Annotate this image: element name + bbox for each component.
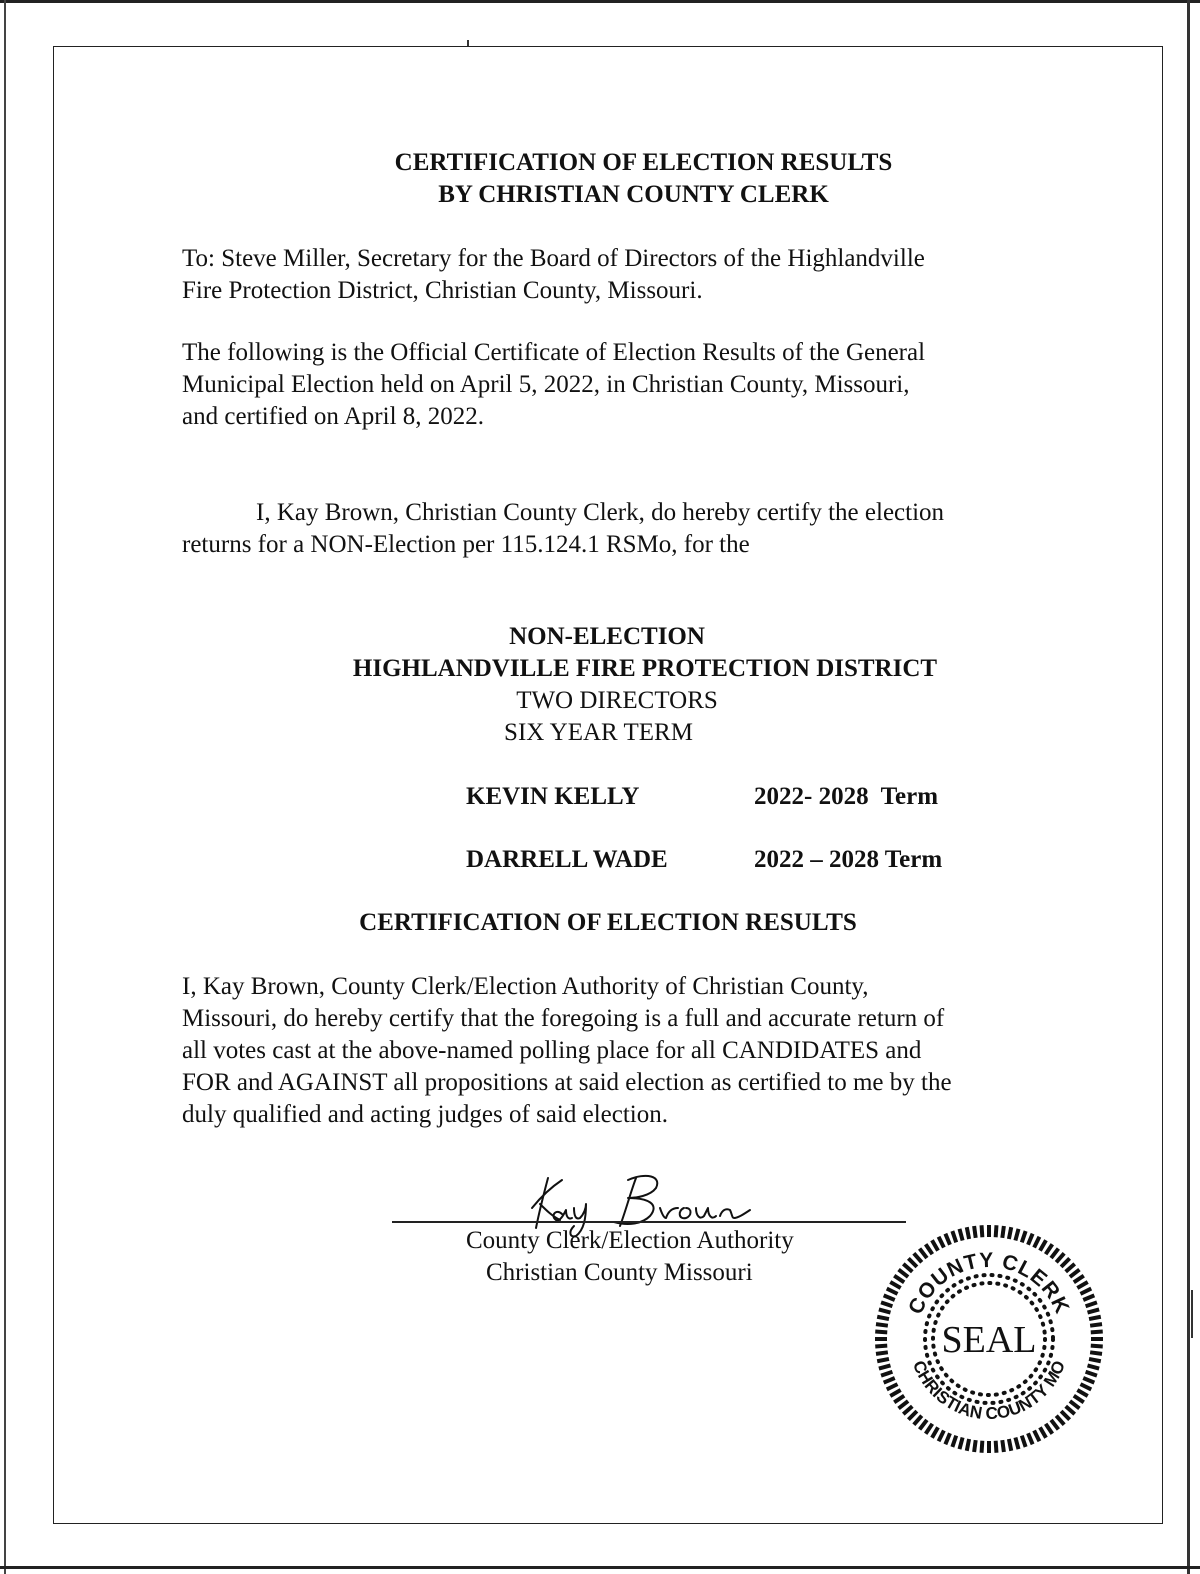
seal-tick — [1046, 1244, 1053, 1254]
intro-line2: Municipal Election held on April 5, 2022, in Christian County, Missouri, — [182, 371, 910, 398]
seal-tick — [1070, 1270, 1080, 1277]
seal-tick — [1086, 1302, 1097, 1306]
scan-edge-right — [1187, 0, 1190, 1574]
seal-tick — [908, 1411, 916, 1419]
seal-tick — [939, 1237, 944, 1248]
seal-tick — [1034, 1430, 1039, 1441]
seal-tick — [1002, 1440, 1004, 1452]
seal-tick — [1091, 1346, 1103, 1347]
seal-tick — [974, 1226, 976, 1238]
scan-edge-top — [0, 0, 1200, 3]
seal-tick — [1080, 1384, 1091, 1389]
seal-tick — [952, 1436, 956, 1447]
seal-tick — [1022, 1231, 1026, 1242]
scan-edge-left — [4, 0, 6, 1574]
seal-tick — [1086, 1372, 1097, 1376]
seal-tick — [1077, 1390, 1087, 1396]
seal-tick — [884, 1295, 895, 1300]
seal-tick — [1080, 1289, 1091, 1294]
county-clerk-seal — [872, 1222, 1106, 1456]
seal-tick — [1051, 1420, 1058, 1430]
seal-tick — [1028, 1234, 1033, 1245]
certification-body-line4: FOR and AGAINST all propositions at said election as certified to me by the — [182, 1069, 952, 1096]
seal-tick — [876, 1324, 888, 1326]
candidate-name: DARRELL WADE — [466, 846, 668, 873]
seal-tick — [996, 1225, 997, 1237]
seal-tick — [1088, 1365, 1100, 1368]
seal-tick — [926, 1424, 933, 1434]
seal-tick — [1040, 1427, 1046, 1437]
seal-tick — [967, 1227, 969, 1239]
seal-tick — [877, 1359, 889, 1361]
seal-tick — [894, 1396, 904, 1403]
seal-tick — [881, 1302, 892, 1306]
seal-tick — [887, 1384, 898, 1389]
seal-tick — [879, 1365, 891, 1368]
election-type: NON-ELECTION — [509, 623, 705, 650]
seal-tick — [1009, 1227, 1011, 1239]
addressee-line1: To: Steve Miller, Secretary for the Board of Directors of the Highlandville — [182, 245, 925, 272]
seal-tick — [1074, 1396, 1084, 1403]
certification-heading: CERTIFICATION OF ELECTION RESULTS — [359, 909, 857, 936]
seal-tick — [914, 1253, 922, 1262]
seal-tick — [1015, 1229, 1018, 1241]
seal-tick — [1077, 1282, 1087, 1288]
seal-tick — [881, 1372, 892, 1376]
scan-edge-bottom — [0, 1566, 1200, 1569]
seal-tick — [1022, 1436, 1026, 1447]
seal-tick — [890, 1282, 900, 1288]
seal-tick — [914, 1416, 922, 1425]
seal-tick — [982, 1225, 983, 1237]
intro-line3: and certified on April 8, 2022. — [182, 403, 485, 430]
candidate-term: 2022 – 2028 Term — [754, 846, 943, 873]
seal-tick — [982, 1441, 983, 1453]
seal-tick — [1070, 1401, 1080, 1408]
seal-tick — [1090, 1352, 1102, 1354]
document-title-line2: BY CHRISTIAN COUNTY CLERK — [438, 181, 829, 208]
seal-tick — [959, 1438, 962, 1450]
intro-line1: The following is the Official Certificate of Election Results of the General — [182, 339, 926, 366]
seal-tick — [877, 1317, 889, 1319]
certification-body-line5: duly qualified and acting judges of said election. — [182, 1101, 668, 1128]
seal-tick — [875, 1332, 887, 1333]
seal-tick — [1091, 1332, 1103, 1333]
seal-tick — [1056, 1416, 1064, 1425]
seal-tick — [945, 1433, 950, 1444]
seal-tick — [1028, 1433, 1033, 1444]
seal-tick — [952, 1231, 956, 1242]
seal-tick — [932, 1427, 938, 1437]
seal-tick — [1061, 1258, 1069, 1266]
seal-tick — [903, 1264, 912, 1272]
seal-tick — [1034, 1237, 1039, 1248]
seal-tick — [1009, 1439, 1011, 1451]
seal-tick — [959, 1229, 962, 1241]
seal-tick — [903, 1406, 912, 1414]
candidate-term: 2022- 2028 Term — [754, 783, 939, 810]
seal-tick — [1015, 1438, 1018, 1450]
seal-tick — [875, 1346, 887, 1347]
seal-tick — [932, 1240, 938, 1250]
seal-center-text: SEAL — [941, 1319, 1037, 1361]
seal-tick — [899, 1401, 909, 1408]
seal-tick — [899, 1270, 909, 1277]
seal-tick — [996, 1441, 997, 1453]
seal-tick — [920, 1249, 927, 1259]
signer-title: County Clerk/Election Authority — [466, 1227, 794, 1254]
office-count: TWO DIRECTORS — [516, 687, 718, 714]
seal-tick — [920, 1420, 927, 1430]
seal-tick — [974, 1440, 976, 1452]
seal-tick — [894, 1276, 904, 1283]
signer-jurisdiction: Christian County Missouri — [486, 1259, 753, 1286]
seal-tick — [1046, 1424, 1053, 1434]
candidate-name: KEVIN KELLY — [466, 783, 640, 810]
seal-tick — [967, 1439, 969, 1451]
seal-top-text: COUNTY CLERK — [904, 1248, 1074, 1318]
seal-tick — [1051, 1249, 1058, 1259]
seal-tick — [890, 1390, 900, 1396]
seal-tick — [884, 1378, 895, 1383]
seal-tick — [1083, 1378, 1094, 1383]
seal-tick — [939, 1430, 944, 1441]
seal-tick — [1074, 1276, 1084, 1283]
seal-bottom-text: CHRISTIAN COUNTY MO — [908, 1357, 1070, 1424]
seal-tick — [1083, 1295, 1094, 1300]
certification-body-line2: Missouri, do hereby certify that the foregoing is a full and accurate return of — [182, 1005, 945, 1032]
seal-tick — [1089, 1359, 1101, 1361]
seal-tick — [1089, 1317, 1101, 1319]
certification-body-line1: I, Kay Brown, County Clerk/Election Authority of Christian County, — [182, 973, 869, 1000]
document-title-line1: CERTIFICATION OF ELECTION RESULTS — [394, 149, 893, 176]
seal-tick — [887, 1289, 898, 1294]
seal-tick — [1066, 1264, 1075, 1272]
certification-body-line3: all votes cast at the above-named polling place for all CANDIDATES and — [182, 1037, 922, 1064]
seal-tick — [1056, 1253, 1064, 1262]
seal-tick — [1090, 1324, 1102, 1326]
seal-tick — [926, 1244, 933, 1254]
district-name: HIGHLANDVILLE FIRE PROTECTION DISTRICT — [352, 655, 938, 682]
seal-tick — [879, 1309, 891, 1312]
seal-tick — [876, 1352, 888, 1354]
seal-tick — [1061, 1411, 1069, 1419]
addressee-line2: Fire Protection District, Christian County, Missouri. — [182, 277, 703, 304]
seal-tick — [1066, 1406, 1075, 1414]
seal-tick — [908, 1258, 916, 1266]
signature-line — [392, 1221, 906, 1223]
certify-statement-line2: returns for a NON-Election per 115.124.1 RSMo, for the — [182, 531, 750, 558]
seal-tick — [1040, 1240, 1046, 1250]
seal-tick — [1088, 1309, 1100, 1312]
seal-tick — [1002, 1226, 1004, 1238]
term-length: SIX YEAR TERM — [504, 719, 693, 746]
certify-statement-line1: I, Kay Brown, Christian County Clerk, do hereby certify the election — [256, 499, 945, 526]
seal-tick — [945, 1234, 950, 1245]
scan-mark-right — [1191, 1290, 1193, 1338]
